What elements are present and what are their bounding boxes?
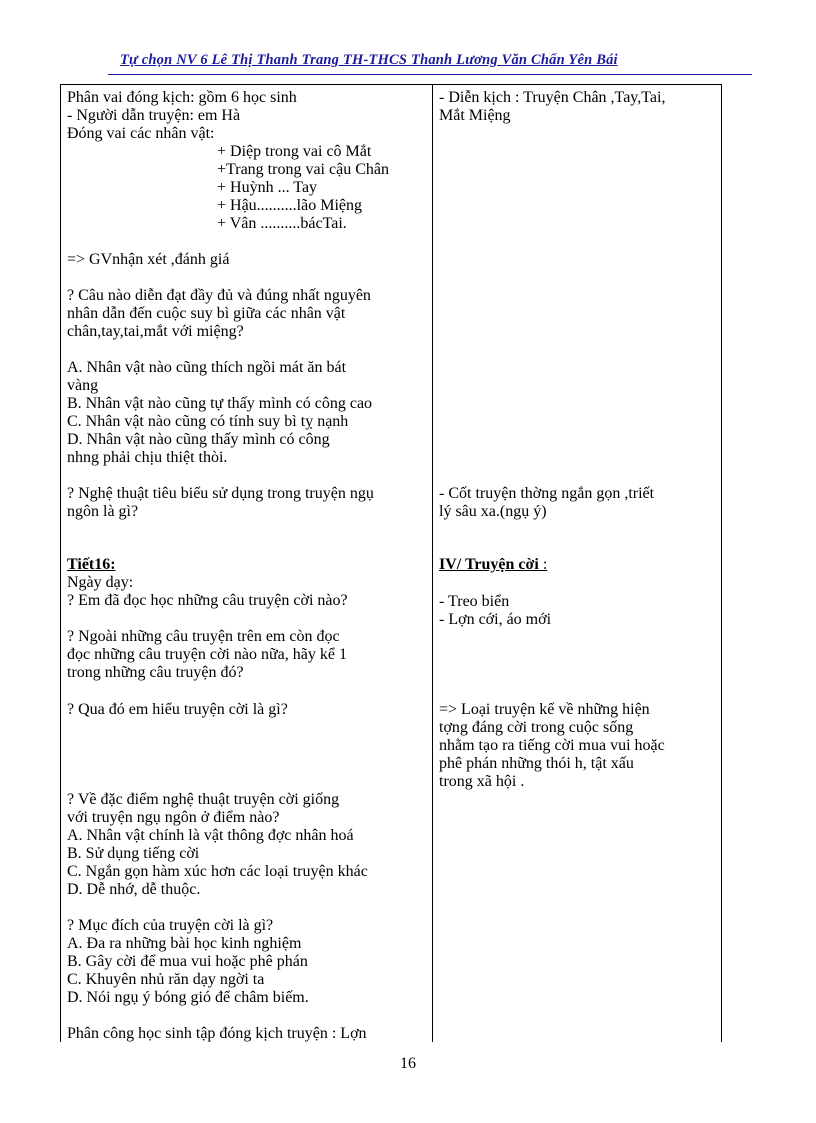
column-divider	[432, 85, 433, 1042]
answer-line: - Diễn kịch : Truyện Chân ,Tay,Tai,	[439, 89, 666, 106]
assignment-text: Phân công học sinh tập đóng kịch truyện : Lợn	[67, 1025, 367, 1042]
option-line: B. Gây cời để mua vui hoặc phê phán	[67, 953, 308, 970]
question-line: ngôn là gì?	[67, 503, 139, 520]
lesson-title: Tiết16:	[67, 556, 116, 573]
option-line: B. Sử dụng tiếng cời	[67, 845, 200, 862]
option-line: C. Nhân vật nào cũng có tính suy bì tỵ nạnh	[67, 413, 349, 430]
question-line: đọc những câu truyện cời nào nữa, hãy kể 1	[67, 646, 347, 663]
answer-line: nhằm tạo ra tiếng cời mua vui hoặc	[439, 737, 665, 754]
question-purpose	[67, 917, 309, 1007]
option-line: vàng	[67, 377, 99, 394]
example-item: - Lợn cới, áo mới	[439, 611, 552, 628]
question-cause	[67, 287, 371, 341]
option-line: D. Nhân vật nào cũng thấy mình có công	[67, 431, 330, 448]
question-line: nhân dẫn đến cuộc suy bì giữa các nhân vật	[67, 305, 346, 322]
option-line: C. Ngắn gọn hàm xúc hơn các loại truyện khác	[67, 863, 368, 880]
question-define	[67, 701, 288, 719]
question-line: ? Về đặc điểm nghệ thuật truyện cời giống	[67, 791, 340, 808]
question-line: với truyện ngụ ngôn ở điểm nào?	[67, 809, 280, 826]
roles-block	[67, 89, 389, 233]
role-line: + Hậu..........lão Miệng	[217, 197, 362, 214]
definition-block	[439, 701, 665, 791]
role-line: +Trang trong vai cậu Chân	[217, 161, 389, 178]
question-line: ? Mục đích của truyện cời là gì?	[67, 917, 274, 934]
assignment	[67, 1025, 367, 1043]
option-line: D. Dễ nhớ, dễ thuộc.	[67, 881, 201, 898]
option-line: A. Nhân vật nào cũng thích ngồi mát ăn bát	[67, 359, 347, 376]
role-line: + Huỳnh ... Tay	[217, 179, 318, 196]
option-line: B. Nhân vật nào cũng tự thấy mình có công cao	[67, 395, 373, 412]
option-line: D. Nói ngụ ý bóng gió để châm biếm.	[67, 989, 309, 1006]
question-other	[67, 628, 347, 682]
question-line: ? Em đã đọc học những câu truyện cời nào?	[67, 592, 348, 609]
options-cause	[67, 359, 372, 467]
question-line: chân,tay,tai,mắt với miệng?	[67, 323, 244, 340]
role-line: + Vân ..........bácTai.	[217, 215, 347, 232]
question-line: trong những câu truyện đó?	[67, 664, 244, 681]
question-feature	[67, 791, 368, 899]
answer-line: Mắt Miệng	[439, 107, 511, 124]
question-art	[67, 485, 374, 521]
narrator-line: - Người dẫn truyện: em Hà	[67, 107, 241, 124]
answer-line: trong xã hội .	[439, 773, 525, 790]
answer-line: lý sâu xa.(ngụ ý)	[439, 503, 547, 520]
examples-list	[439, 593, 551, 629]
teacher-note	[67, 251, 229, 269]
page-number: 16	[400, 1055, 416, 1072]
question-line: ? Câu nào diễn đạt đầy đủ và đúng nhất nguyên	[67, 287, 371, 304]
header-rule	[108, 74, 752, 75]
page-header: Tự chọn NV 6 Lê Thị Thanh Trang TH-THCS Thanh Lương Văn Chấn Yên Bái	[120, 52, 618, 68]
example-item: - Treo biển	[439, 593, 510, 610]
question-line: ? Qua đó em hiểu truyện cời là gì?	[67, 701, 288, 718]
lesson-table	[60, 84, 722, 1042]
drama-note	[439, 89, 665, 125]
date-label: Ngày dạy:	[67, 574, 134, 591]
answer-line: phê phán những thói h, tật xấu	[439, 755, 634, 772]
roles-intro: Phân vai đóng kịch: gồm 6 học sinh	[67, 89, 297, 106]
roles-label: Đóng vai các nhân vật:	[67, 125, 215, 142]
option-line: C. Khuyên nhủ răn dạy ngời ta	[67, 971, 265, 988]
option-line: A. Nhân vật chính là vật thông đợc nhân hoá	[67, 827, 354, 844]
section-title: IV/ Truyện cời	[439, 556, 539, 573]
answer-line: - Cốt truyện thờng ngắn gọn ,triết	[439, 485, 655, 502]
section-colon: :	[538, 556, 548, 573]
question-line: ? Ngoài những câu truyện trên em còn đọc	[67, 628, 340, 645]
teacher-note-text: => GVnhận xét ,đánh giá	[67, 251, 230, 268]
plot-note	[439, 485, 654, 521]
answer-line: tợng đáng cời trong cuộc sống	[439, 719, 634, 736]
question-line: ? Nghệ thuật tiêu biểu sử dụng trong truyện ngụ	[67, 485, 374, 502]
option-line: A. Đa ra những bài học kinh nghiệm	[67, 935, 302, 952]
option-line: nhng phải chịu thiệt thòi.	[67, 449, 228, 466]
section-heading	[439, 556, 547, 574]
role-line: + Diệp trong vai cô Mắt	[217, 143, 372, 160]
lesson-intro	[67, 556, 348, 610]
answer-line: => Loại truyện kể về những hiện	[439, 701, 650, 718]
